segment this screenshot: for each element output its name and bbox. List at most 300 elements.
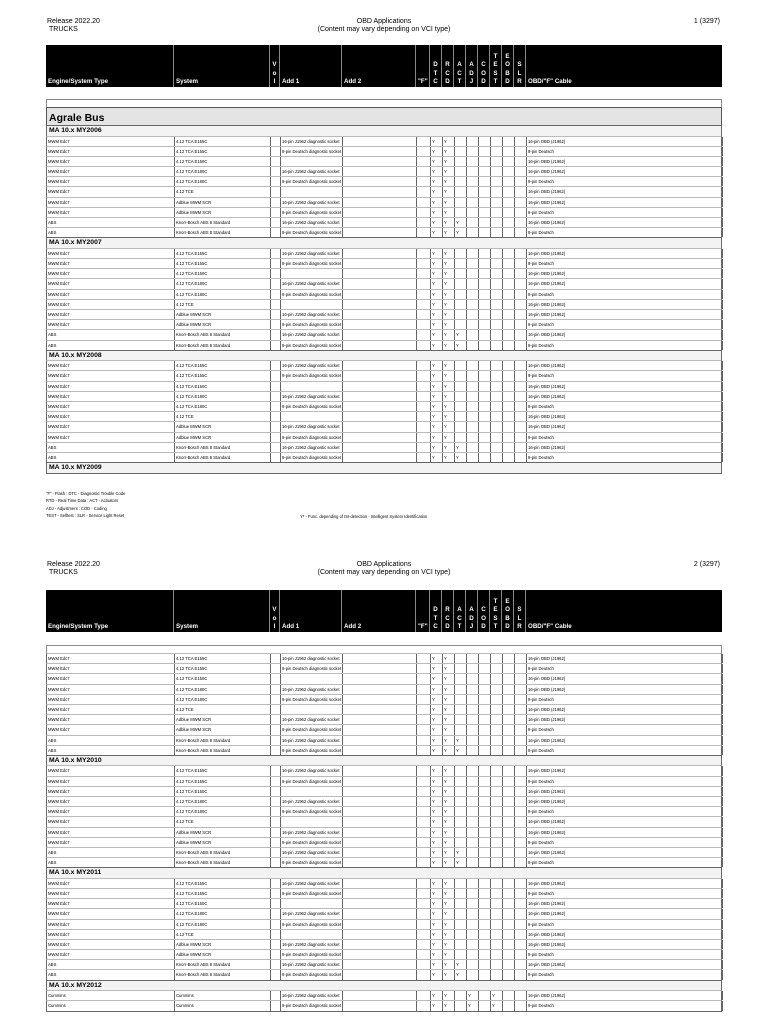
table-row bbox=[46, 442, 722, 452]
cell-cod bbox=[479, 899, 491, 908]
cell-dtc: Y bbox=[431, 930, 443, 939]
cell-voi bbox=[271, 187, 281, 196]
cell-add2 bbox=[343, 909, 417, 918]
cell-act bbox=[455, 402, 467, 411]
cell-system: 4.12 TCA E150C bbox=[175, 157, 271, 166]
cell-add1 bbox=[281, 269, 343, 278]
cell-slr bbox=[515, 279, 527, 288]
cell-sbl bbox=[503, 777, 515, 786]
cell-system: 4.12 TCA E180C bbox=[175, 177, 271, 186]
cell-add1: 16-pin J1962 diagnostic socket bbox=[281, 715, 343, 724]
cell-slr bbox=[515, 290, 527, 299]
cell-cod bbox=[479, 940, 491, 949]
cell-cod bbox=[479, 453, 491, 462]
cell-adj bbox=[467, 392, 479, 401]
cell-add2 bbox=[343, 848, 417, 857]
column-header-system bbox=[174, 590, 270, 632]
cell-cable: 9-pin Deutsch bbox=[527, 950, 723, 959]
cell-voi bbox=[271, 970, 281, 979]
cell-dtc: Y bbox=[431, 838, 443, 847]
cell-cod bbox=[479, 422, 491, 431]
cell-add1: 16-pin J1962 diagnostic socket bbox=[281, 848, 343, 857]
cell-dtc: Y bbox=[431, 879, 443, 888]
cell-test bbox=[491, 715, 503, 724]
cell-sbl bbox=[503, 725, 515, 734]
cell-cod bbox=[479, 695, 491, 704]
cell-test bbox=[491, 300, 503, 309]
cell-voi bbox=[271, 807, 281, 816]
table-row bbox=[46, 340, 722, 350]
cell-test bbox=[491, 228, 503, 237]
cell-voi bbox=[271, 300, 281, 309]
cell-system: 4.12 TCE bbox=[175, 187, 271, 196]
table-row bbox=[46, 1000, 722, 1010]
cell-engine: ABS bbox=[47, 746, 175, 755]
cell-act bbox=[455, 685, 467, 694]
cell-slr bbox=[515, 371, 527, 380]
cell-act bbox=[455, 157, 467, 166]
cell-add2 bbox=[343, 402, 417, 411]
cell-add2 bbox=[343, 279, 417, 288]
cell-cable: 9-pin Deutsch bbox=[527, 147, 723, 156]
cell-system: 4.12 TCA E155C bbox=[175, 879, 271, 888]
cell-adj bbox=[467, 167, 479, 176]
cell-cable: 16-pin OBD (J1962) bbox=[527, 330, 723, 339]
column-header-label: "F" bbox=[418, 78, 428, 85]
cell-cod bbox=[479, 330, 491, 339]
cell-add1 bbox=[281, 930, 343, 939]
cell-voi bbox=[271, 320, 281, 329]
cell-cod bbox=[479, 807, 491, 816]
cell-add2 bbox=[343, 269, 417, 278]
column-header-add1 bbox=[280, 45, 342, 87]
cell-test bbox=[491, 787, 503, 796]
cell-sbl bbox=[503, 412, 515, 421]
cell-act bbox=[455, 177, 467, 186]
cell-dtc: Y bbox=[431, 920, 443, 929]
cell-add1: 16-pin J1962 diagnostic socket bbox=[281, 654, 343, 663]
cell-engine: MWM Edc7 bbox=[47, 817, 175, 826]
cell-slr bbox=[515, 766, 527, 775]
cell-adj bbox=[467, 807, 479, 816]
cell-cod bbox=[479, 848, 491, 857]
cell-voi bbox=[271, 259, 281, 268]
cell-cable: 16-pin OBD (J1962) bbox=[527, 787, 723, 796]
cell-cable: 9-pin Deutsch bbox=[527, 838, 723, 847]
cell-voi bbox=[271, 674, 281, 683]
column-header-label: S L R bbox=[517, 606, 522, 630]
column-header-slr bbox=[514, 590, 526, 632]
cell-cod bbox=[479, 371, 491, 380]
cell-adj bbox=[467, 453, 479, 462]
cell-dtc: Y bbox=[431, 382, 443, 391]
cell-voi bbox=[271, 330, 281, 339]
table-row bbox=[46, 827, 722, 837]
cell-cable: 9-pin Deutsch bbox=[527, 320, 723, 329]
cell-adj bbox=[467, 725, 479, 734]
cell-cod bbox=[479, 960, 491, 969]
legend bbox=[46, 490, 125, 519]
cell-dtc: Y bbox=[431, 310, 443, 319]
cell-act bbox=[455, 787, 467, 796]
cell-rtd: Y bbox=[443, 167, 455, 176]
cell-sbl bbox=[503, 807, 515, 816]
cell-system: Knorr-Bosch ABS 8 Standard bbox=[175, 453, 271, 462]
cell-dtc: Y bbox=[431, 858, 443, 867]
cell-dtc: Y bbox=[431, 787, 443, 796]
table-row bbox=[46, 176, 722, 186]
cell-system: 4.12 TCE bbox=[175, 300, 271, 309]
column-header-test bbox=[490, 590, 502, 632]
column-header-label: D T C bbox=[433, 61, 438, 85]
cell-cable: 16-pin OBD (J1962) bbox=[527, 930, 723, 939]
cell-test bbox=[491, 330, 503, 339]
cell-add2 bbox=[343, 940, 417, 949]
cell-rtd: Y bbox=[443, 341, 455, 350]
cell-cable: 9-pin Deutsch bbox=[527, 290, 723, 299]
cell-sbl bbox=[503, 157, 515, 166]
cell-engine: MWM Edc7 bbox=[47, 382, 175, 391]
cell-test bbox=[491, 198, 503, 207]
cell-voi bbox=[271, 392, 281, 401]
page-1 bbox=[0, 18, 768, 519]
cell-system: 4.12 TCA E180C bbox=[175, 797, 271, 806]
cell-act bbox=[455, 249, 467, 258]
cell-add1: 9-pin Deutsch diagnostic socket bbox=[281, 433, 343, 442]
cell-test bbox=[491, 167, 503, 176]
cell-slr bbox=[515, 909, 527, 918]
cell-test bbox=[491, 422, 503, 431]
cell-cable: 9-pin Deutsch bbox=[527, 695, 723, 704]
cell-dtc: Y bbox=[431, 157, 443, 166]
cell-rtd: Y bbox=[443, 137, 455, 146]
cell-add1: 16-pin J1962 diagnostic socket bbox=[281, 218, 343, 227]
column-header-label: Add 1 bbox=[282, 78, 300, 85]
cell-voi bbox=[271, 198, 281, 207]
table-row bbox=[46, 745, 722, 755]
cell-engine: MWM Edc7 bbox=[47, 766, 175, 775]
cell-slr bbox=[515, 858, 527, 867]
cell-voi bbox=[271, 797, 281, 806]
cell-engine: MWM Edc7 bbox=[47, 279, 175, 288]
cell-add1 bbox=[281, 382, 343, 391]
table-row bbox=[46, 837, 722, 847]
cell-cable: 16-pin OBD (J1962) bbox=[527, 187, 723, 196]
cell-cod bbox=[479, 685, 491, 694]
cell-engine: ABS bbox=[47, 228, 175, 237]
cell-cable: 16-pin OBD (J1962) bbox=[527, 137, 723, 146]
cell-slr bbox=[515, 422, 527, 431]
cell-voi bbox=[271, 787, 281, 796]
cell-sbl bbox=[503, 899, 515, 908]
cell-adj bbox=[467, 300, 479, 309]
cell-sbl bbox=[503, 433, 515, 442]
cell-system: 4.12 TCA E150C bbox=[175, 787, 271, 796]
cell-slr bbox=[515, 940, 527, 949]
cell-test bbox=[491, 341, 503, 350]
cell-cod bbox=[479, 167, 491, 176]
cell-cable: 16-pin OBD (J1962) bbox=[527, 909, 723, 918]
cell-test bbox=[491, 412, 503, 421]
cell-f bbox=[417, 736, 431, 745]
cell-slr bbox=[515, 715, 527, 724]
cell-engine: MWM Edc7 bbox=[47, 909, 175, 918]
cell-act bbox=[455, 187, 467, 196]
cell-system: 4.12 TCA E150C bbox=[175, 899, 271, 908]
cell-add2 bbox=[343, 320, 417, 329]
cell-act bbox=[455, 838, 467, 847]
cell-add1: 9-pin Deutsch diagnostic socket bbox=[281, 320, 343, 329]
cell-voi bbox=[271, 705, 281, 714]
cell-sbl bbox=[503, 208, 515, 217]
table-row bbox=[46, 857, 722, 867]
cell-act: Y bbox=[455, 858, 467, 867]
cell-cod bbox=[479, 402, 491, 411]
column-header-label: System bbox=[176, 623, 199, 630]
cell-f bbox=[417, 746, 431, 755]
column-header-label: OBD/"F" Cable bbox=[528, 623, 572, 630]
cell-dtc: Y bbox=[431, 817, 443, 826]
cell-adj bbox=[467, 787, 479, 796]
column-header-label: A D J bbox=[469, 606, 474, 630]
cell-voi bbox=[271, 433, 281, 442]
cell-f bbox=[417, 157, 431, 166]
cell-add2 bbox=[343, 310, 417, 319]
cell-cod bbox=[479, 443, 491, 452]
cell-f bbox=[417, 695, 431, 704]
cell-sbl bbox=[503, 970, 515, 979]
cell-system: Adblue MWM SCR bbox=[175, 310, 271, 319]
cell-test bbox=[491, 269, 503, 278]
cell-voi bbox=[271, 249, 281, 258]
cell-rtd: Y bbox=[443, 787, 455, 796]
table-row bbox=[46, 663, 722, 673]
cell-system: 4.12 TCA E180C bbox=[175, 807, 271, 816]
title-line: (Content may vary depending on VCI type) bbox=[317, 569, 451, 576]
page-header bbox=[0, 18, 768, 48]
cell-add2 bbox=[343, 899, 417, 908]
cell-add2 bbox=[343, 746, 417, 755]
cell-test bbox=[491, 960, 503, 969]
column-header-engine bbox=[46, 45, 174, 87]
cell-cable: 16-pin OBD (J1962) bbox=[527, 736, 723, 745]
cell-sbl bbox=[503, 249, 515, 258]
cell-dtc: Y bbox=[431, 950, 443, 959]
cell-voi bbox=[271, 766, 281, 775]
cell-add1: 9-pin Deutsch diagnostic socket bbox=[281, 725, 343, 734]
cell-slr bbox=[515, 453, 527, 462]
cell-sbl bbox=[503, 991, 515, 1000]
cell-dtc: Y bbox=[431, 1001, 443, 1010]
cell-add2 bbox=[343, 654, 417, 663]
table-row bbox=[46, 146, 722, 156]
cell-voi bbox=[271, 940, 281, 949]
cell-act bbox=[455, 920, 467, 929]
cell-cod bbox=[479, 879, 491, 888]
cell-cable: 16-pin OBD (J1962) bbox=[527, 300, 723, 309]
cell-system: Knorr-Bosch ABS 8 Standard bbox=[175, 736, 271, 745]
brand-name: Agrale Bus bbox=[49, 112, 105, 124]
cell-dtc: Y bbox=[431, 433, 443, 442]
cell-sbl bbox=[503, 187, 515, 196]
cell-test bbox=[491, 402, 503, 411]
cell-slr bbox=[515, 879, 527, 888]
model-row: MA 10.x MY2007 bbox=[46, 237, 722, 248]
cell-system: 4.12 TCA E150C bbox=[175, 674, 271, 683]
cell-slr bbox=[515, 695, 527, 704]
column-header-sbl bbox=[502, 45, 514, 87]
cell-add1: 9-pin Deutsch diagnostic socket bbox=[281, 453, 343, 462]
cell-voi bbox=[271, 279, 281, 288]
cell-engine: ABS bbox=[47, 736, 175, 745]
cell-sbl bbox=[503, 361, 515, 370]
cell-system: Knorr-Bosch ABS 8 Standard bbox=[175, 228, 271, 237]
cell-test bbox=[491, 705, 503, 714]
cell-slr bbox=[515, 736, 527, 745]
cell-act bbox=[455, 725, 467, 734]
cell-add2 bbox=[343, 177, 417, 186]
cell-f bbox=[417, 167, 431, 176]
cell-test bbox=[491, 685, 503, 694]
cell-slr bbox=[515, 920, 527, 929]
table-row bbox=[46, 278, 722, 288]
column-header-f bbox=[416, 590, 430, 632]
cell-adj bbox=[467, 371, 479, 380]
cell-act bbox=[455, 300, 467, 309]
table-row bbox=[46, 381, 722, 391]
cell-voi bbox=[271, 909, 281, 918]
cell-voi bbox=[271, 157, 281, 166]
column-header-label: A C T bbox=[457, 61, 462, 85]
cell-dtc: Y bbox=[431, 249, 443, 258]
cell-adj bbox=[467, 695, 479, 704]
cell-rtd: Y bbox=[443, 208, 455, 217]
cell-add1: 16-pin J1962 diagnostic socket bbox=[281, 310, 343, 319]
cell-cable: 9-pin Deutsch bbox=[527, 777, 723, 786]
cell-slr bbox=[515, 208, 527, 217]
column-header-label: Engine/System Type bbox=[48, 78, 109, 85]
cell-dtc: Y bbox=[431, 361, 443, 370]
cell-cod bbox=[479, 736, 491, 745]
cell-dtc: Y bbox=[431, 259, 443, 268]
cell-engine: ABS bbox=[47, 443, 175, 452]
table-row bbox=[46, 888, 722, 898]
cell-test: Y bbox=[491, 1001, 503, 1010]
cell-dtc: Y bbox=[431, 392, 443, 401]
cell-cable: 9-pin Deutsch bbox=[527, 970, 723, 979]
cell-act bbox=[455, 137, 467, 146]
cell-act bbox=[455, 695, 467, 704]
cell-slr bbox=[515, 137, 527, 146]
cell-cod bbox=[479, 290, 491, 299]
cell-cable: 9-pin Deutsch bbox=[527, 433, 723, 442]
table-row bbox=[46, 452, 722, 462]
cell-cable: 9-pin Deutsch bbox=[527, 858, 723, 867]
cell-adj bbox=[467, 746, 479, 755]
cell-engine: ABS bbox=[47, 453, 175, 462]
cell-dtc: Y bbox=[431, 970, 443, 979]
cell-add1: 9-pin Deutsch diagnostic socket bbox=[281, 695, 343, 704]
cell-cod bbox=[479, 725, 491, 734]
page-header bbox=[0, 561, 768, 591]
cell-add2 bbox=[343, 290, 417, 299]
cell-voi bbox=[271, 453, 281, 462]
cell-rtd: Y bbox=[443, 269, 455, 278]
column-header-rtd bbox=[442, 590, 454, 632]
cell-slr bbox=[515, 848, 527, 857]
cell-add2 bbox=[343, 725, 417, 734]
cell-add2 bbox=[343, 685, 417, 694]
table-row bbox=[46, 248, 722, 258]
cell-system: Adblue MWM SCR bbox=[175, 950, 271, 959]
cell-dtc: Y bbox=[431, 371, 443, 380]
cell-rtd: Y bbox=[443, 899, 455, 908]
cell-test bbox=[491, 310, 503, 319]
cell-adj bbox=[467, 654, 479, 663]
cell-add1: 16-pin J1962 diagnostic socket bbox=[281, 828, 343, 837]
column-header-sbl bbox=[502, 590, 514, 632]
cell-test bbox=[491, 177, 503, 186]
table-row bbox=[46, 319, 722, 329]
cell-cable: 16-pin OBD (J1962) bbox=[527, 218, 723, 227]
cell-sbl bbox=[503, 664, 515, 673]
cell-sbl bbox=[503, 453, 515, 462]
cell-act: Y bbox=[455, 330, 467, 339]
table-row bbox=[46, 735, 722, 745]
cell-voi bbox=[271, 371, 281, 380]
cell-rtd: Y bbox=[443, 330, 455, 339]
cell-system: Knorr-Bosch ABS 8 Standard bbox=[175, 218, 271, 227]
cell-test bbox=[491, 382, 503, 391]
table-row bbox=[46, 329, 722, 339]
cell-dtc: Y bbox=[431, 828, 443, 837]
cell-f bbox=[417, 320, 431, 329]
cell-f bbox=[417, 909, 431, 918]
cell-act bbox=[455, 797, 467, 806]
cell-sbl bbox=[503, 797, 515, 806]
table-row bbox=[46, 806, 722, 816]
cell-engine: ABS bbox=[47, 218, 175, 227]
cell-slr bbox=[515, 807, 527, 816]
cell-dtc: Y bbox=[431, 300, 443, 309]
model-row: MA 10.x MY2010 bbox=[46, 755, 722, 766]
table-row bbox=[46, 289, 722, 299]
title-line: OBD Applications bbox=[356, 561, 412, 568]
cell-slr bbox=[515, 674, 527, 683]
cell-engine: MWM Edc7 bbox=[47, 654, 175, 663]
cell-slr bbox=[515, 746, 527, 755]
cell-adj bbox=[467, 940, 479, 949]
cell-system: 4.12 TCA E155C bbox=[175, 664, 271, 673]
table-row bbox=[46, 776, 722, 786]
column-header-engine bbox=[46, 590, 174, 632]
cell-f bbox=[417, 889, 431, 898]
cell-sbl bbox=[503, 858, 515, 867]
cell-engine: Cummins bbox=[47, 1001, 175, 1010]
table-row bbox=[46, 227, 722, 237]
cell-cod bbox=[479, 920, 491, 929]
cell-test bbox=[491, 940, 503, 949]
cell-dtc: Y bbox=[431, 422, 443, 431]
cell-slr bbox=[515, 310, 527, 319]
cell-cod bbox=[479, 766, 491, 775]
cell-cod bbox=[479, 218, 491, 227]
cell-engine: MWM Edc7 bbox=[47, 838, 175, 847]
cell-system: 4.12 TCA E155C bbox=[175, 249, 271, 258]
cell-sbl bbox=[503, 695, 515, 704]
cell-cable: 9-pin Deutsch bbox=[527, 889, 723, 898]
cell-voi bbox=[271, 930, 281, 939]
